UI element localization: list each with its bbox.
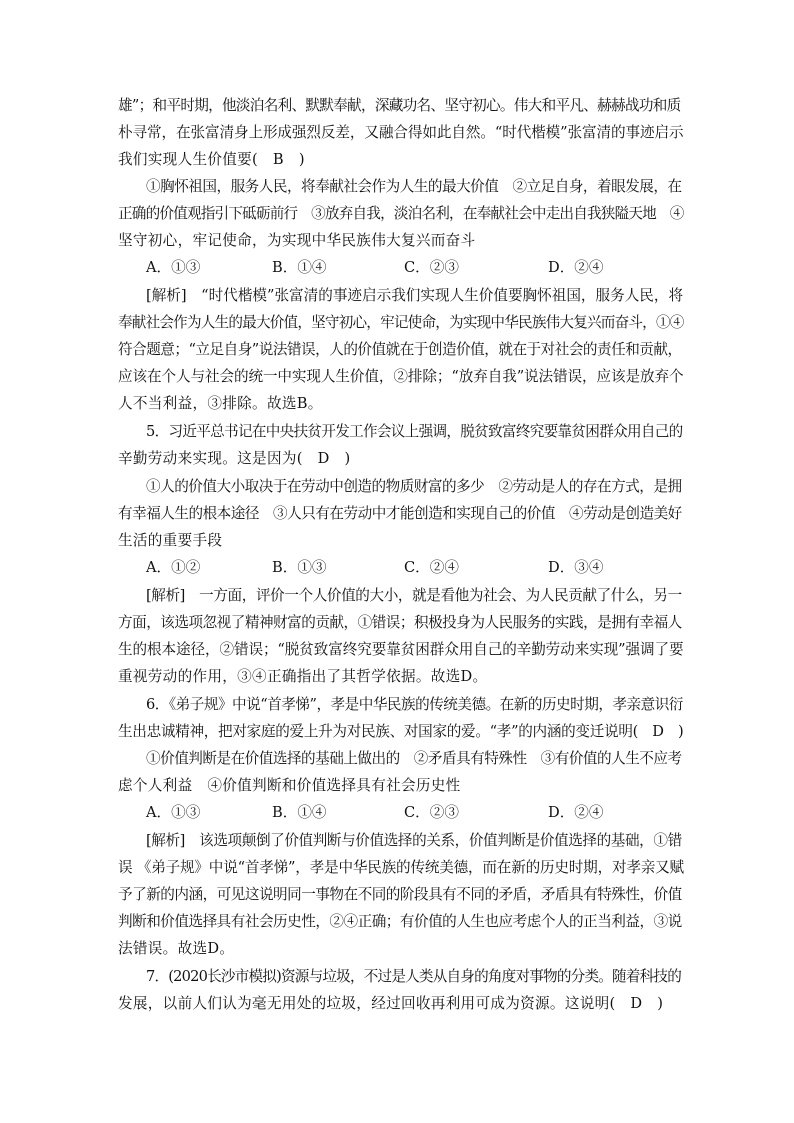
analysis-line: [解析] 该选项颠倒了价值判断与价值选择的关系，价值判断是价值选择的基础，①错	[146, 832, 682, 849]
analysis-line: 生的根本途径，②错误；“脱贫致富终究要靠贫困群众用自己的辛勤劳动来实现”强调了要	[118, 641, 684, 658]
question-stem: 生出忠诚精神，把对家庭的爱上升为对民族、对国家的爱。“孝”的内涵的变迁说明( D )	[118, 723, 684, 740]
statement-line: 生活的重要手段	[118, 532, 223, 549]
option-c: C．②③	[404, 804, 459, 821]
option-b: B．①③	[272, 559, 327, 576]
analysis-line: 符合题意；“立足自身”说法错误，人的价值就在于创造价值，就在于对社会的责任和贡献，	[118, 341, 682, 358]
analysis-line: 应该在个人与社会的统一中实现人生价值，②排除；“放弃自我”说法错误，应该是放弃个	[118, 368, 684, 385]
option-c: C．②③	[404, 259, 459, 276]
option-d: D．②④	[548, 259, 604, 276]
analysis-line: 人不当利益，③排除。故选B。	[118, 395, 323, 412]
option-a: A．①③	[146, 259, 201, 276]
option-d: D．③④	[548, 559, 604, 576]
question-stem: 发展，以前人们认为毫无用处的垃圾，经过回收再利用可成为资源。这说明( D )	[118, 995, 664, 1012]
statement-line: ①胸怀祖国，服务人民，将奉献社会作为人生的最大价值 ②立足自身，着眼发展，在	[146, 178, 682, 195]
intro-line: 我们实现人生价值要( B )	[118, 151, 305, 168]
option-a: A．①③	[146, 804, 201, 821]
statement-line: 虑个人利益 ④价值判断和价值选择具有社会历史性	[118, 777, 461, 794]
option-d: D．②④	[548, 804, 604, 821]
analysis-line: [解析] 一方面，评价一个人价值的大小，就是看他为社会、为人民贡献了什么，另一	[146, 587, 682, 604]
option-a: A．①②	[146, 559, 201, 576]
question-stem: 6．《弟子规》中说“首孝悌”，孝是中华民族的传统美德。在新的历史时期，孝亲意识衍	[146, 696, 683, 713]
statement-line: 有幸福人生的根本途径 ③人只有在劳动中才能创造和实现自己的价值 ④劳动是创造美好	[118, 505, 682, 522]
question-stem: 5．习近平总书记在中央扶贫开发工作会议上强调，脱贫致富终究要靠贫困群众用自己的	[146, 423, 683, 440]
statement-line: ①人的价值大小取决于在劳动中创造的物质财富的多少 ②劳动是人的存在方式，是拥	[146, 478, 682, 495]
analysis-line: 法错误。故选D。	[118, 940, 235, 957]
analysis-line: 重视劳动的作用，③④正确指出了其哲学依据。故选D。	[118, 668, 488, 685]
option-b: B．①④	[272, 804, 327, 821]
analysis-line: [解析] “时代楷模”张富清的事迹启示我们实现人生价值要胸怀祖国，服务人民，将	[146, 287, 684, 304]
intro-line: 雄”；和平时期，他淡泊名利、默默奉献，深藏功名、坚守初心。伟大和平凡、赫赫战功和质	[118, 97, 681, 114]
statement-line: ①价值判断是在价值选择的基础上做出的 ②矛盾具有特殊性 ③有价值的人生不应考	[146, 750, 682, 767]
question-stem: 辛勤劳动来实现。这是因为( D )	[118, 450, 351, 467]
analysis-line: 方面，该选项忽视了精神财富的贡献，①错误；积极投身为人民服务的实践，是拥有幸福人	[118, 614, 682, 631]
option-c: C．②④	[404, 559, 459, 576]
analysis-line: 予了新的内涵，可见这说明同一事物在不同的阶段具有不同的矛盾，矛盾具有特殊性，价值	[118, 886, 682, 903]
intro-line: 朴寻常，在张富清身上形成强烈反差，又融合得如此自然。“时代楷模”张富清的事迹启示	[118, 124, 684, 141]
statement-line: 坚守初心，牢记使命，为实现中华民族伟大复兴而奋斗	[118, 232, 476, 249]
question-stem: 7．(2020长沙市模拟)资源与垃圾，不过是人类从自身的角度对事物的分类。随着科技的	[146, 968, 681, 985]
statement-line: 正确的价值观指引下砥砺前行 ③放弃自我，淡泊名利，在奉献社会中走出自我狭隘天地 ④	[118, 205, 684, 222]
analysis-line: 误 《弟子规》中说“首孝悌”，孝是中华民族的传统美德，而在新的历史时期，对孝亲又赋	[118, 859, 684, 876]
option-b: B．①④	[272, 259, 327, 276]
analysis-line: 判断和价值选择具有社会历史性，②④正确；有价值的人生也应考虑个人的正当利益，③说	[118, 913, 682, 930]
analysis-line: 奉献社会作为人生的最大价值，坚守初心，牢记使命，为实现中华民族伟大复兴而奋斗，①④	[118, 314, 684, 331]
